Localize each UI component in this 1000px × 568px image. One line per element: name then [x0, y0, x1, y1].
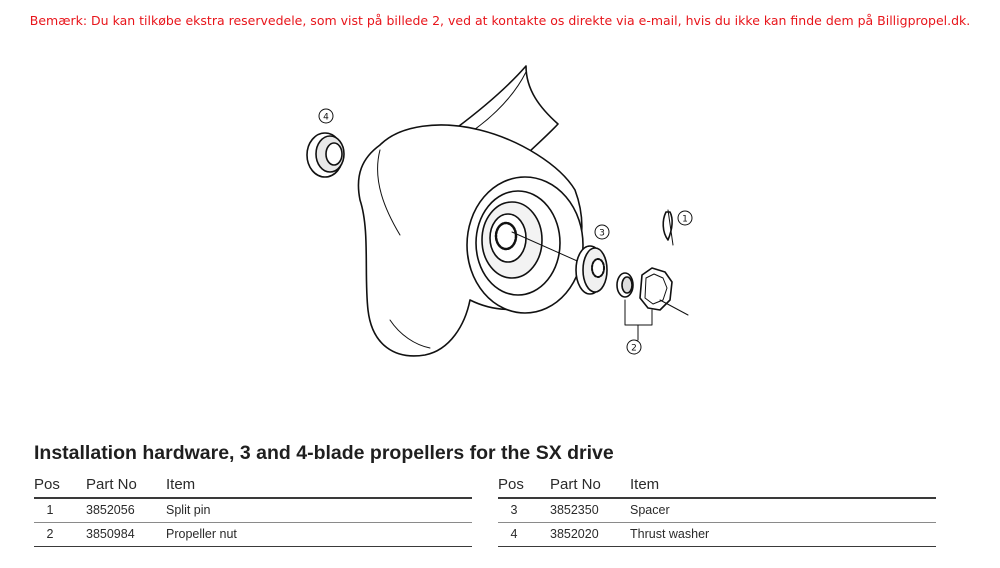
cell-part-no: 3852020 — [550, 522, 630, 546]
cell-item: Propeller nut — [166, 522, 472, 546]
callout-2: 2 — [631, 343, 637, 354]
cell-part-no: 3852350 — [550, 498, 630, 522]
notice-text: Bemærk: Du kan tilkøbe ekstra reservedele, som vist på billede 2, ved at kontakte os direkte via e-mail, hvis du ikke kan finde dem på Billigpropel.dk. — [29, 13, 971, 28]
cell-item: Thrust washer — [630, 522, 936, 546]
cell-pos: 2 — [34, 522, 86, 546]
header-item: Item — [630, 474, 936, 498]
cell-item: Split pin — [166, 498, 472, 522]
cell-pos: 4 — [498, 522, 550, 546]
table-row — [34, 522, 472, 546]
table-header-row — [498, 474, 936, 498]
table-header-row — [34, 474, 472, 498]
cell-pos: 1 — [34, 498, 86, 522]
table-row — [498, 522, 936, 546]
cell-pos: 3 — [498, 498, 550, 522]
header-item: Item — [166, 474, 472, 498]
header-pos: Pos — [498, 474, 550, 498]
split-pin-part — [663, 212, 672, 240]
page-title: Installation hardware, 3 and 4-blade propellers for the SX drive — [34, 442, 614, 464]
header-pos: Pos — [34, 474, 86, 498]
cell-part-no: 3850984 — [86, 522, 166, 546]
propeller-exploded-diagram — [290, 60, 730, 380]
parts-table-left — [34, 474, 472, 547]
callout-1: 1 — [682, 214, 688, 225]
table-row — [34, 498, 472, 522]
header-part-no: Part No — [550, 474, 630, 498]
header-part-no: Part No — [86, 474, 166, 498]
callout-3: 3 — [599, 228, 605, 239]
table-row — [498, 498, 936, 522]
cell-item: Spacer — [630, 498, 936, 522]
cell-part-no: 3852056 — [86, 498, 166, 522]
parts-table-right — [498, 474, 936, 547]
callout-4: 4 — [323, 112, 329, 123]
